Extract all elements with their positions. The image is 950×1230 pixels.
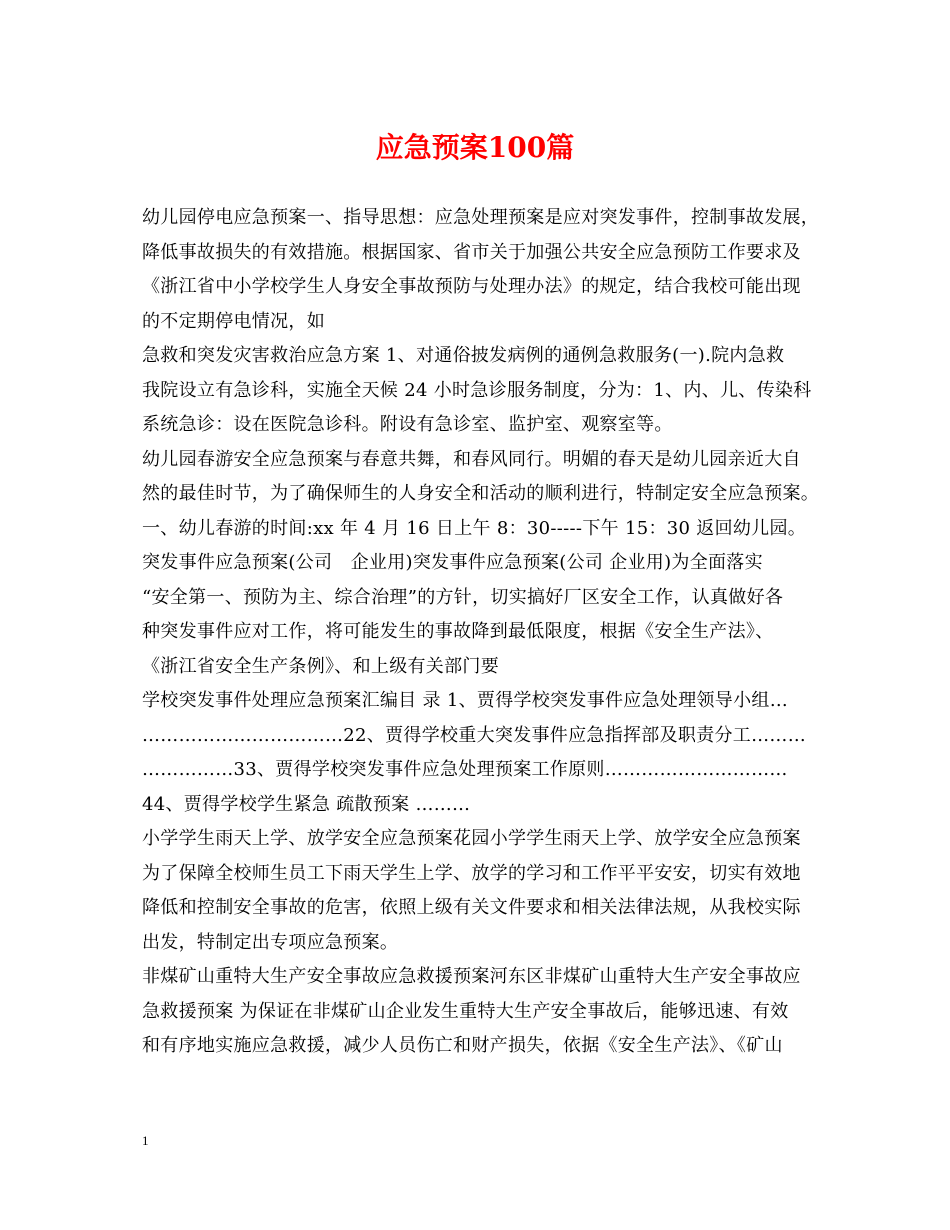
text-line: 为了保障全校师生员工下雨天学生上学、放学的学习和工作平平安安，切实有效地 xyxy=(142,862,801,884)
text-line: 和有序地实施应急救援，减少人员伤亡和财产损失，依据《安全生产法》、《矿山 xyxy=(142,1035,783,1056)
text-line: ……………33、贾得学校突发事件应急处理预案工作原则………………………… xyxy=(142,759,788,780)
text-line: 降低事故损失的有效措施。根据国家、省市关于加强公共安全应急预防工作要求及 xyxy=(142,241,801,263)
text-line: 一、幼儿春游的时间:xx 年 4 月 16 日上午 8：30-----下午 15：30 返回幼儿园。 xyxy=(142,517,807,539)
document-body xyxy=(142,201,820,1064)
text-line: 非煤矿山重特大生产安全事故应急救援预案河东区非煤矿山重特大生产安全事故应 xyxy=(142,966,801,987)
text-line: 我院设立有急诊科，实施全天候 24 小时急诊服务制度，分为：1、内、儿、传染科 xyxy=(142,379,812,401)
text-line: 出发，特制定出专项应急预案。 xyxy=(142,931,399,953)
text-line: 幼儿园停电应急预案一、指导思想：应急处理预案是应对突发事件，控制事故发展， xyxy=(142,207,820,228)
text-line: 44、贾得学校学生紧急 疏散预案 ……… xyxy=(142,793,471,815)
text-line: 急救和突发灾害救治应急方案 1、对通俗披发病例的通例急救服务(一).院内急救 xyxy=(142,345,785,366)
page-title: 应急预案100篇 xyxy=(375,131,575,164)
text-line: 种突发事件应对工作，将可能发生的事故降到最低限度，根据《安全生产法》、 xyxy=(142,621,774,642)
text-line: 然的最佳时节，为了确保师生的人身安全和活动的顺利进行，特制定安全应急预案。 xyxy=(142,483,820,504)
text-line: 的不定期停电情况，如 xyxy=(142,310,325,332)
text-line: 《浙江省安全生产条例》、和上级有关部门要 xyxy=(142,655,499,677)
text-line: 系统急诊：设在医院急诊科。附设有急诊室、监护室、观察室等。 xyxy=(142,414,673,435)
text-line: 突发事件应急预案(公司 企业用)突发事件应急预案(公司 企业用)为全面落实 xyxy=(142,552,763,573)
text-line: 学校突发事件处理应急预案汇编目 录 1、贾得学校突发事件应急处理领导小组… xyxy=(142,690,788,711)
text-line: 小学学生雨天上学、放学安全应急预案花园小学学生雨天上学、放学安全应急预案 xyxy=(142,828,801,849)
text-line: ……………………………22、贾得学校重大突发事件应急指挥部及职责分工……… xyxy=(142,724,807,746)
page-number: 1 xyxy=(142,1133,149,1148)
text-line: 《浙江省中小学校学生人身安全事故预防与处理办法》的规定，结合我校可能出现 xyxy=(142,276,801,297)
text-line: 幼儿园春游安全应急预案与春意共舞，和春风同行。明媚的春天是幼儿园亲近大自 xyxy=(142,448,801,470)
text-line: 急救援预案 为保证在非煤矿山企业发生重特大生产安全事故后，能够迅速、有效 xyxy=(142,1000,789,1022)
text-line: 降低和控制安全事故的危害，依照上级有关文件要求和相关法律法规，从我校实际 xyxy=(142,897,801,918)
text-line: “安全第一、预防为主、综合治理”的方针，切实搞好厂区安全工作，认真做好各 xyxy=(142,586,784,608)
